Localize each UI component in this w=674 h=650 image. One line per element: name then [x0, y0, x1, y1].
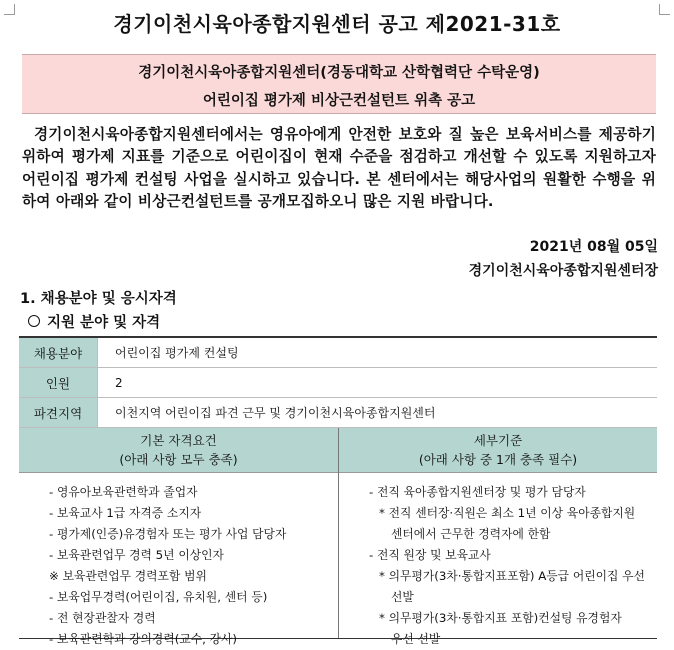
row-value: 어린이집 평가제 컨설팅	[115, 346, 239, 360]
row-label: 인원	[19, 368, 98, 397]
banner-line-1: 경기이천시육아종합지원센터(경동대학교 산학협력단 수탁운영)	[138, 65, 540, 81]
list-item: 선발	[391, 590, 414, 604]
announcement-banner	[22, 54, 656, 114]
list-item: - 전 현장관찰자 경력	[49, 611, 156, 625]
document-title: 경기이천시육아종합지원센터 공고 제2021-31호	[113, 12, 561, 36]
detail-criteria-header	[339, 428, 657, 472]
table-row	[19, 398, 657, 428]
table-row	[19, 338, 657, 368]
issuer-name: 경기이천시육아종합지원센터장	[468, 263, 658, 279]
section-heading: 1. 채용분야 및 응시자격	[20, 291, 177, 307]
list-item: - 보육관련업무 경력 5년 이상인자	[49, 548, 224, 562]
detail-header-title: 세부기준	[473, 433, 523, 448]
basic-header-note: (아래 사항 모두 충족)	[119, 452, 238, 467]
basic-header-title: 기본 자격요건	[140, 433, 217, 448]
row-label: 파견지역	[19, 398, 98, 427]
announcement-date: 2021년 08월 05일	[529, 239, 658, 255]
list-item: - 평가제(인증)유경험자 또는 평가 사업 담당자	[49, 527, 287, 541]
row-value: 2	[115, 375, 123, 390]
list-item: - 보육관련학과 강의경력(교수, 강사)	[49, 632, 238, 646]
basic-requirements-list	[35, 482, 335, 650]
banner-line-2: 어린이집 평가제 비상근컨설턴트 위촉 공고	[202, 93, 476, 109]
detail-criteria-list	[355, 482, 651, 650]
list-item: * 전직 센터장·직원은 최소 1년 이상 육아종합지원	[379, 506, 636, 520]
list-item: - 보육업무경력(어린이집, 유치원, 센터 등)	[49, 590, 268, 604]
list-item: - 전직 육아종합지원센터장 및 평가 담당자	[369, 485, 586, 499]
row-value: 이천지역 어린이집 파견 근무 및 경기이천시육아종합지원센터	[115, 406, 436, 420]
row-label: 채용분야	[19, 338, 98, 367]
list-item: - 보육교사 1급 자격증 소지자	[49, 506, 202, 520]
circle-bullet-icon	[28, 315, 40, 327]
list-item: - 전직 원장 및 보육교사	[369, 548, 491, 562]
subsection-heading	[28, 311, 160, 332]
list-item: 우선 선발	[391, 632, 441, 646]
detail-header-note: (아래 사항 중 1개 충족 필수)	[418, 452, 578, 467]
list-item: * 의무평가(3차·통합지표 포함)컨설팅 유경험자	[379, 611, 622, 625]
list-item: * 의무평가(3차·통합지표포함) A등급 어린이집 우선	[379, 569, 645, 583]
list-item: - 영유아보육관련학과 졸업자	[49, 485, 198, 499]
qualification-table	[19, 336, 657, 646]
announcement-body: 경기이천시육아종합지원센터에서는 영유아에게 안전한 보호와 질 높은 보육서비스를 제공하기 위하여 평가제 지표를 기준으로 어린이집이 현재 수준을 점검하고 개선할 수 있도록 지원하고자 어린이집 평가제 컨설팅 사업을 실시하고 있습니다. 본 센터에서는 해당사업의 원활한 수행을 위하여 아래와 같이 비상근컨설턴트를 공개모집하오니 많은 지원 바랍니다.	[22, 126, 656, 210]
table-row	[19, 368, 657, 398]
list-item: 센터에서 근무한 경력자에 한함	[391, 527, 551, 541]
list-item: ※ 보육관련업무 경력포함 범위	[49, 569, 207, 583]
subsection-label: 지원 분야 및 자격	[47, 315, 161, 331]
column-divider	[338, 428, 339, 638]
basic-requirements-header	[19, 428, 338, 472]
